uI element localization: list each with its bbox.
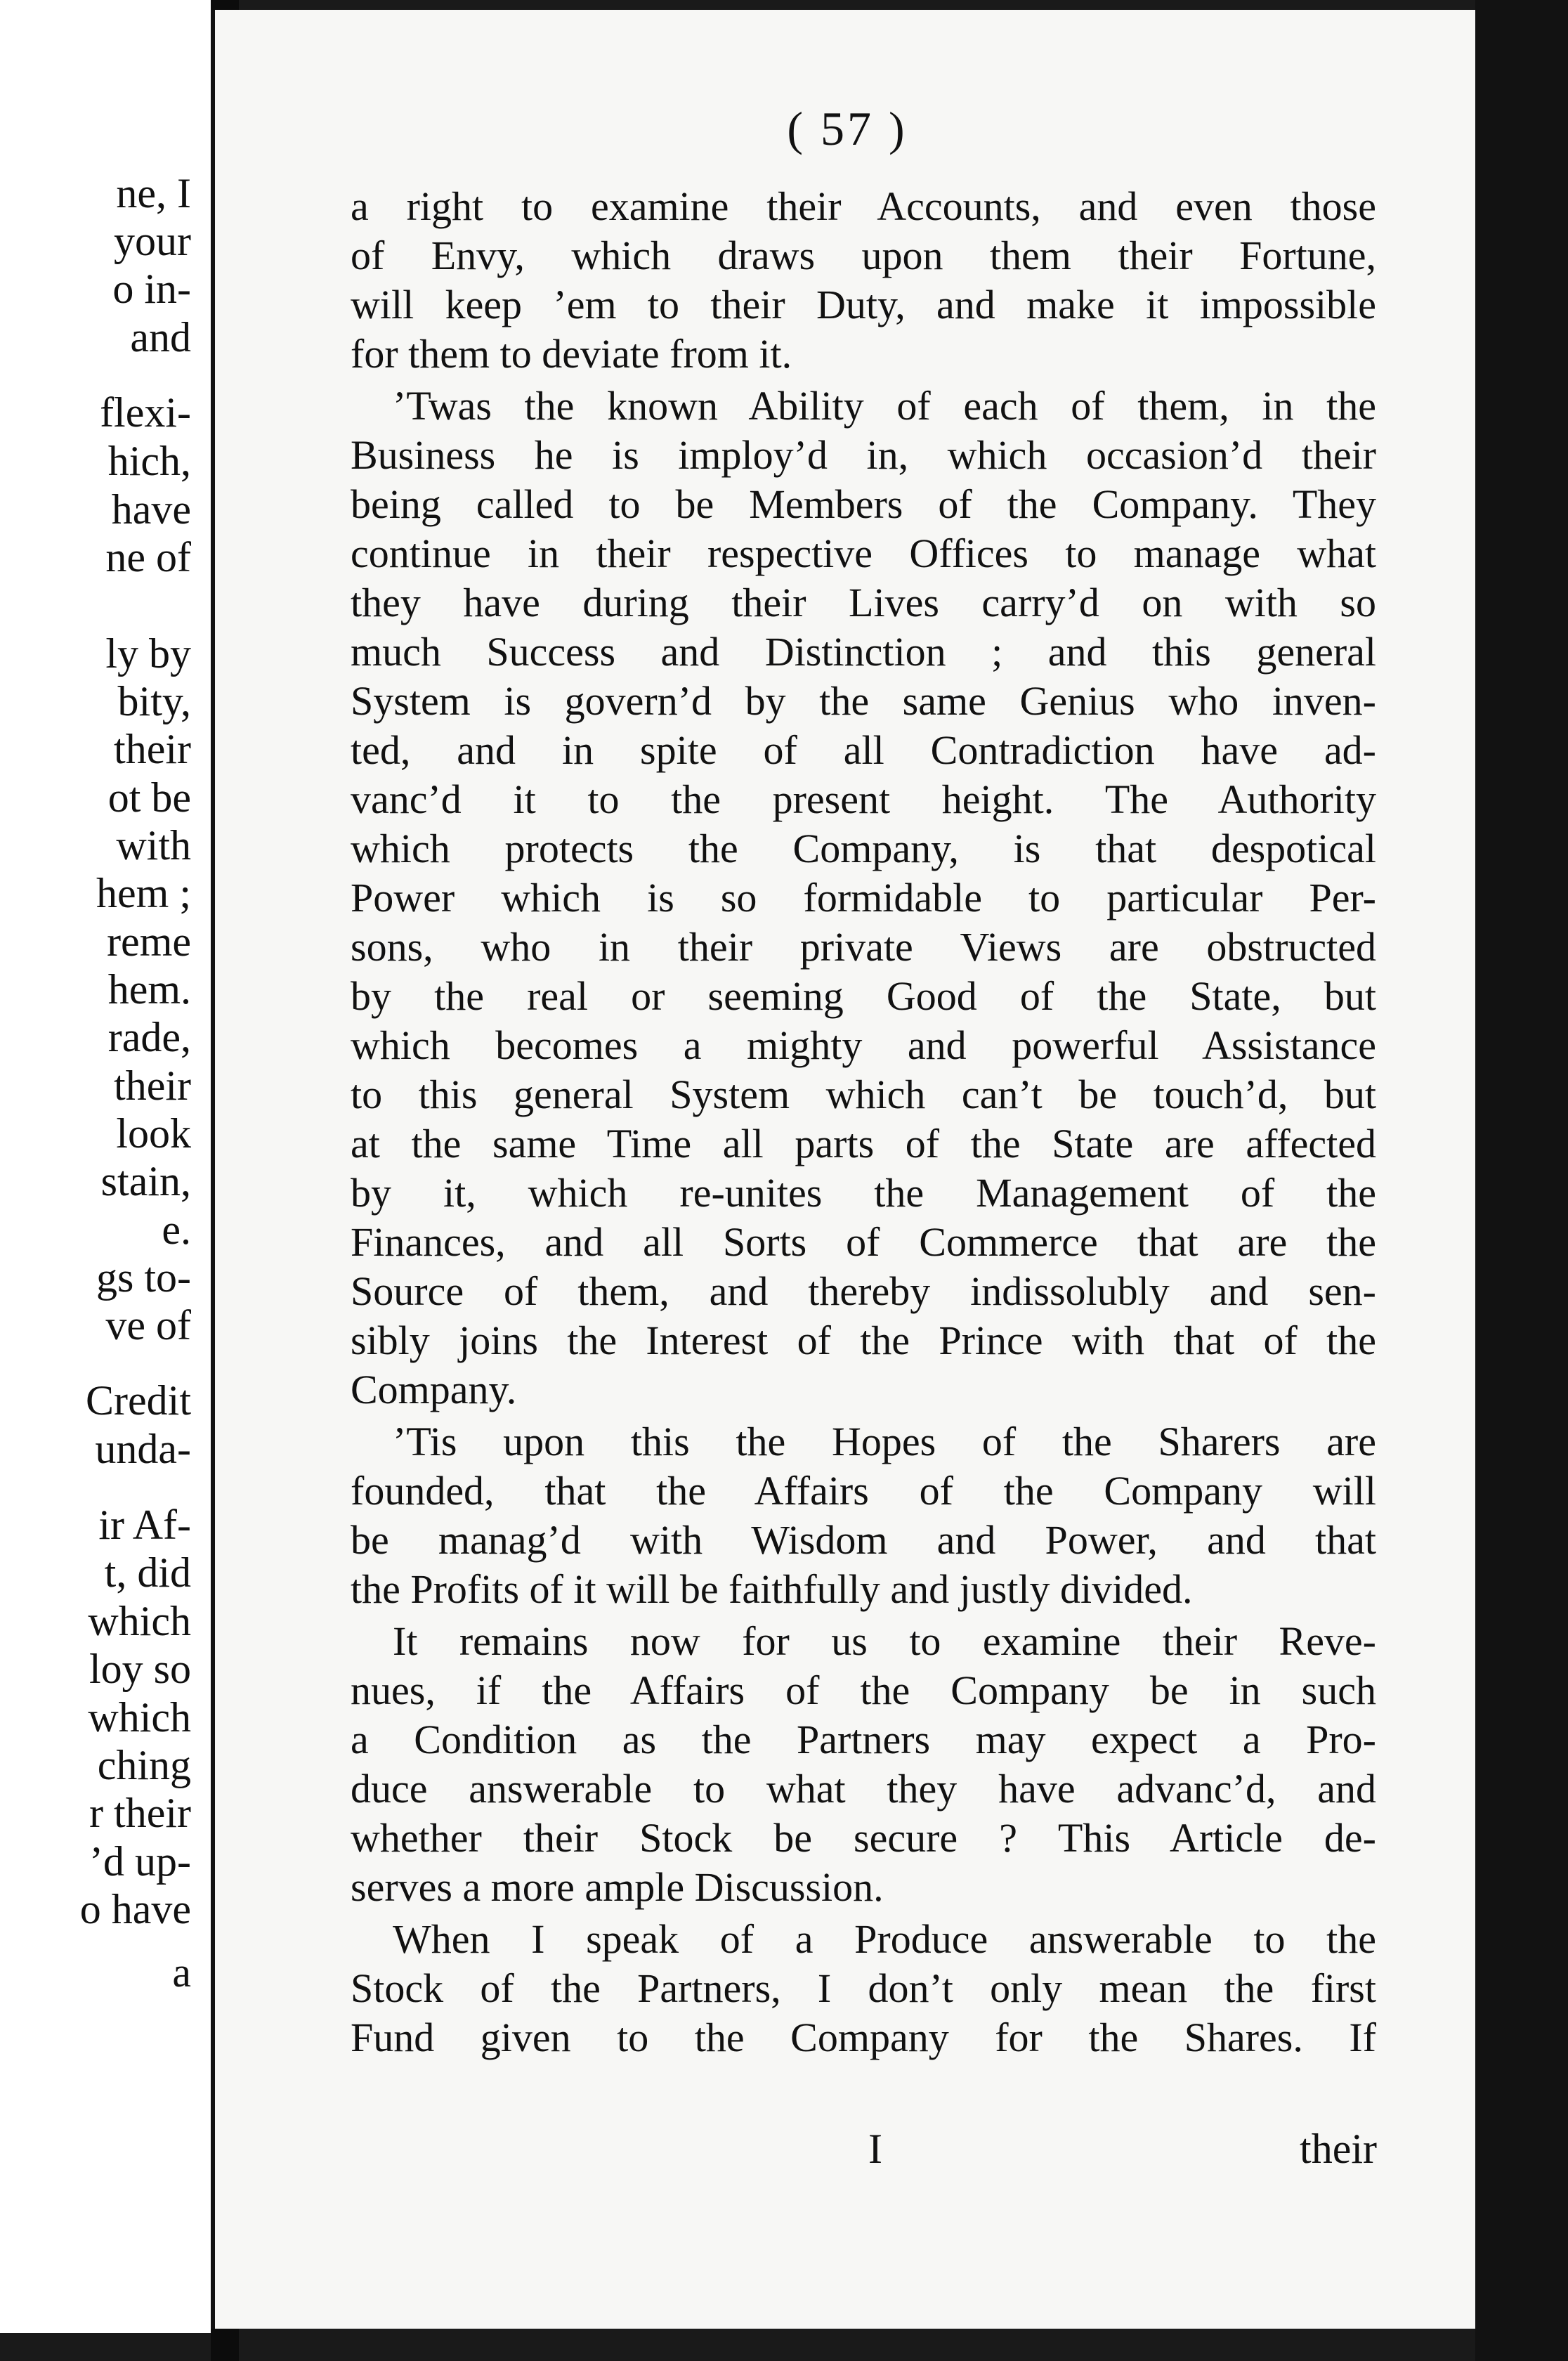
- text-line: ’Tis upon this the Hopes of the Sharers are: [393, 1419, 1376, 1464]
- left-page-line-fragment: and: [130, 314, 191, 360]
- left-page-line-fragment: o have: [79, 1886, 191, 1932]
- left-page-line-fragment: flexi-: [100, 389, 191, 436]
- page-edge-shadow: [1475, 0, 1568, 2361]
- text-line: much Success and Distinction ; and this general: [351, 629, 1376, 675]
- left-page-line-fragment: ot be: [107, 774, 191, 821]
- left-page-line-fragment: gs to-: [96, 1254, 191, 1301]
- left-page-line-fragment: ching: [97, 1742, 191, 1788]
- text-line: ted, and in spite of all Contradiction have ad-: [351, 727, 1376, 773]
- left-page-line-fragment: their: [114, 1062, 191, 1109]
- left-page-line-fragment: stain,: [100, 1158, 191, 1204]
- left-page-line-fragment: reme: [107, 918, 191, 965]
- text-line: sibly joins the Interest of the Prince with that of the: [351, 1318, 1376, 1363]
- text-line: duce answerable to what they have advanc’d, and: [351, 1766, 1376, 1812]
- left-page-line-fragment: look: [116, 1110, 191, 1157]
- text-line: serves a more ample Discussion.: [351, 1864, 884, 1910]
- signature-mark: I: [868, 2126, 882, 2172]
- text-line: Fund given to the Company for the Shares. If: [351, 2015, 1376, 2060]
- left-page-line-fragment: ne of: [105, 534, 191, 580]
- catchword: their: [1300, 2126, 1377, 2172]
- text-line: of Envy, which draws upon them their Fortune,: [351, 233, 1376, 278]
- text-line: It remains now for us to examine their Reve-: [393, 1618, 1376, 1664]
- right-page: [211, 10, 1479, 2329]
- text-line: a Condition as the Partners may expect a Pro-: [351, 1717, 1376, 1762]
- text-line: Finances, and all Sorts of Commerce that are the: [351, 1219, 1376, 1265]
- left-page-line-fragment: unda-: [95, 1426, 191, 1472]
- left-page-line-fragment: a: [172, 1949, 191, 1996]
- left-page-line-fragment: r their: [89, 1790, 191, 1836]
- text-line: vanc’d it to the present height. The Authority: [351, 776, 1376, 822]
- left-page-line-fragment: ir Af-: [98, 1502, 191, 1548]
- left-page-line-fragment: have: [111, 486, 191, 533]
- page-number: ( 57 ): [787, 102, 908, 155]
- left-page-line-fragment: t, did: [104, 1549, 191, 1596]
- text-line: Source of them, and thereby indissolubly and sen-: [351, 1268, 1376, 1314]
- text-line: Company.: [351, 1367, 517, 1412]
- text-line: whether their Stock be secure ? This Article de-: [351, 1815, 1376, 1861]
- left-page-line-fragment: hem.: [107, 966, 191, 1013]
- left-page-line-fragment: ’d up-: [89, 1838, 191, 1885]
- text-line: by it, which re-unites the Management of the: [351, 1170, 1376, 1216]
- text-line: continue in their respective Offices to manage what: [351, 531, 1376, 576]
- text-line: be manag’d with Wisdom and Power, and that: [351, 1517, 1376, 1563]
- text-line: will keep ’em to their Duty, and make it impossible: [351, 282, 1376, 327]
- left-page-line-fragment: loy so: [89, 1646, 191, 1692]
- text-line: to this general System which can’t be touch’d, but: [351, 1072, 1376, 1117]
- left-page-line-fragment: ly by: [105, 630, 191, 677]
- text-line: founded, that the Affairs of the Company will: [351, 1468, 1376, 1514]
- left-page-line-fragment: with: [116, 822, 191, 869]
- left-page-line-fragment: hich,: [107, 438, 191, 484]
- text-line: Power which is so formidable to particular Per-: [351, 875, 1376, 921]
- text-line: nues, if the Affairs of the Company be in such: [351, 1667, 1376, 1713]
- text-line: at the same Time all parts of the State are affected: [351, 1121, 1376, 1166]
- text-line: they have during their Lives carry’d on with so: [351, 580, 1376, 625]
- left-page-line-fragment: which: [88, 1694, 191, 1741]
- left-page-line-fragment: your: [114, 218, 191, 264]
- text-line: the Profits of it will be faithfully and justly divided.: [351, 1566, 1193, 1612]
- text-line: System is govern’d by the same Genius who inven-: [351, 678, 1376, 724]
- text-line: for them to deviate from it.: [351, 331, 792, 377]
- text-line: being called to be Members of the Company. They: [351, 481, 1376, 527]
- left-page-line-fragment: e.: [162, 1206, 191, 1253]
- text-line: When I speak of a Produce answerable to the: [393, 1916, 1376, 1962]
- left-page: [0, 0, 211, 2333]
- left-page-line-fragment: bity,: [117, 678, 191, 724]
- text-line: which protects the Company, is that despotical: [351, 826, 1376, 871]
- text-line: sons, who in their private Views are obstructed: [351, 924, 1376, 970]
- text-line: which becomes a mighty and powerful Assistance: [351, 1022, 1376, 1068]
- text-line: a right to examine their Accounts, and even those: [351, 183, 1376, 229]
- left-page-line-fragment: hem ;: [96, 870, 191, 916]
- left-page-line-fragment: ve of: [105, 1302, 191, 1348]
- text-line: by the real or seeming Good of the State, but: [351, 973, 1376, 1019]
- left-page-line-fragment: their: [114, 726, 191, 772]
- text-line: Business he is imploy’d in, which occasion’d their: [351, 432, 1376, 478]
- left-page-line-fragment: o in-: [112, 266, 191, 312]
- text-line: Stock of the Partners, I don’t only mean the first: [351, 1965, 1376, 2011]
- left-page-line-fragment: rade,: [107, 1014, 191, 1060]
- left-page-line-fragment: Credit: [86, 1377, 191, 1424]
- left-page-line-fragment: ne, I: [116, 170, 191, 216]
- text-line: ’Twas the known Ability of each of them, in the: [393, 383, 1376, 429]
- left-page-line-fragment: which: [88, 1598, 191, 1644]
